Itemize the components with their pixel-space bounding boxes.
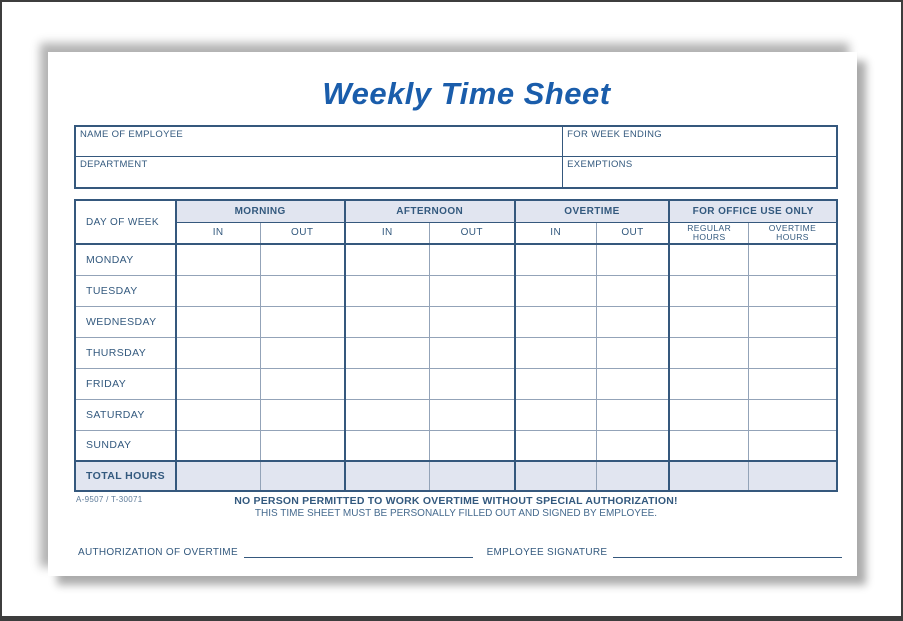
notice-line-1: NO PERSON PERMITTED TO WORK OVERTIME WITHOUT SPECIAL AUTHORIZATION!	[234, 495, 678, 507]
total-cell[interactable]	[345, 461, 430, 491]
table-row-wednesday	[75, 306, 837, 337]
total-cell[interactable]	[749, 461, 837, 491]
department-field[interactable]	[75, 156, 563, 188]
time-cell[interactable]	[596, 430, 669, 461]
time-cell[interactable]	[345, 430, 430, 461]
time-cell[interactable]	[345, 306, 430, 337]
time-cell[interactable]	[345, 244, 430, 275]
time-cell[interactable]	[429, 368, 514, 399]
time-cell[interactable]	[596, 244, 669, 275]
time-cell[interactable]	[345, 368, 430, 399]
time-cell[interactable]	[515, 368, 597, 399]
morning-out-header: OUT	[260, 222, 345, 244]
time-cell[interactable]	[176, 399, 261, 430]
time-cell[interactable]	[176, 244, 261, 275]
overtime-notice	[74, 495, 838, 519]
hours-cell[interactable]	[669, 275, 748, 306]
time-cell[interactable]	[176, 368, 261, 399]
timesheet-page	[48, 52, 857, 576]
time-cell[interactable]	[515, 399, 597, 430]
morning-header: MORNING	[176, 200, 345, 222]
total-hours-label: TOTAL HOURS	[75, 461, 176, 491]
for-week-ending-label: FOR WEEK ENDING	[567, 129, 662, 140]
notice-line-2: THIS TIME SHEET MUST BE PERSONALLY FILLED OUT AND SIGNED BY EMPLOYEE.	[254, 508, 658, 519]
time-cell[interactable]	[596, 306, 669, 337]
total-cell[interactable]	[429, 461, 514, 491]
time-cell[interactable]	[429, 399, 514, 430]
time-cell[interactable]	[260, 244, 345, 275]
employee-info-table	[74, 125, 838, 189]
time-grid-table	[74, 199, 838, 492]
time-cell[interactable]	[176, 430, 261, 461]
table-row-sunday	[75, 430, 837, 461]
employee-signature-line[interactable]	[613, 546, 842, 558]
total-cell[interactable]	[260, 461, 345, 491]
day-label: TUESDAY	[75, 275, 176, 306]
table-row-monday	[75, 244, 837, 275]
employee-signature-label: EMPLOYEE SIGNATURE	[486, 547, 608, 558]
hours-cell[interactable]	[669, 244, 748, 275]
exemptions-field[interactable]	[563, 156, 837, 188]
time-cell[interactable]	[260, 368, 345, 399]
day-label: WEDNESDAY	[75, 306, 176, 337]
table-row-saturday	[75, 399, 837, 430]
afternoon-in-header: IN	[345, 222, 430, 244]
regular-hours-header: REGULAR HOURS	[669, 222, 748, 244]
authorization-signature-line[interactable]	[244, 546, 473, 558]
morning-in-header: IN	[176, 222, 261, 244]
time-cell[interactable]	[260, 275, 345, 306]
total-cell[interactable]	[669, 461, 748, 491]
overtime-out-header: OUT	[596, 222, 669, 244]
time-cell[interactable]	[429, 275, 514, 306]
hours-cell[interactable]	[749, 275, 837, 306]
time-cell[interactable]	[260, 306, 345, 337]
day-of-week-header: DAY OF WEEK	[75, 200, 176, 244]
time-cell[interactable]	[596, 368, 669, 399]
hours-cell[interactable]	[749, 368, 837, 399]
time-cell[interactable]	[345, 399, 430, 430]
hours-cell[interactable]	[749, 337, 837, 368]
for-week-ending-field[interactable]	[563, 126, 837, 156]
hours-cell[interactable]	[749, 430, 837, 461]
hours-cell[interactable]	[669, 337, 748, 368]
day-label: FRIDAY	[75, 368, 176, 399]
total-cell[interactable]	[176, 461, 261, 491]
overtime-hours-header: OVERTIME HOURS	[749, 222, 837, 244]
hours-cell[interactable]	[669, 368, 748, 399]
department-label: DEPARTMENT	[80, 158, 148, 170]
time-cell[interactable]	[515, 275, 597, 306]
time-cell[interactable]	[429, 337, 514, 368]
time-cell[interactable]	[176, 306, 261, 337]
time-cell[interactable]	[596, 399, 669, 430]
time-cell[interactable]	[260, 430, 345, 461]
name-of-employee-label: NAME OF EMPLOYEE	[80, 129, 183, 140]
hours-cell[interactable]	[749, 306, 837, 337]
hours-cell[interactable]	[749, 399, 837, 430]
time-cell[interactable]	[345, 337, 430, 368]
day-label: MONDAY	[75, 244, 176, 275]
day-label: THURSDAY	[75, 337, 176, 368]
hours-cell[interactable]	[669, 306, 748, 337]
form-number: A-9507 / T-30071	[76, 495, 143, 504]
authorization-of-overtime-label: AUTHORIZATION OF OVERTIME	[78, 547, 238, 558]
time-cell[interactable]	[596, 337, 669, 368]
time-cell[interactable]	[515, 430, 597, 461]
total-cell[interactable]	[596, 461, 669, 491]
time-cell[interactable]	[515, 244, 597, 275]
time-cell[interactable]	[515, 337, 597, 368]
time-cell[interactable]	[515, 306, 597, 337]
hours-cell[interactable]	[669, 430, 748, 461]
time-cell[interactable]	[260, 399, 345, 430]
page-title: Weekly Time Sheet	[322, 76, 611, 111]
time-cell[interactable]	[596, 275, 669, 306]
table-row-total	[75, 461, 837, 491]
table-row-thursday	[75, 337, 837, 368]
total-cell[interactable]	[515, 461, 597, 491]
time-cell[interactable]	[176, 337, 261, 368]
time-cell[interactable]	[260, 337, 345, 368]
time-cell[interactable]	[176, 275, 261, 306]
name-of-employee-field[interactable]	[75, 126, 563, 156]
day-label: SATURDAY	[75, 399, 176, 430]
overtime-in-header: IN	[515, 222, 597, 244]
table-row-tuesday	[75, 275, 837, 306]
time-cell[interactable]	[429, 306, 514, 337]
exemptions-label: EXEMPTIONS	[567, 158, 633, 170]
time-cell[interactable]	[345, 275, 430, 306]
hours-cell[interactable]	[749, 244, 837, 275]
afternoon-header: AFTERNOON	[345, 200, 515, 222]
overtime-header: OVERTIME	[515, 200, 670, 222]
time-cell[interactable]	[429, 430, 514, 461]
afternoon-out-header: OUT	[429, 222, 514, 244]
table-row-friday	[75, 368, 837, 399]
office-use-header: FOR OFFICE USE ONLY	[669, 200, 837, 222]
signature-row	[78, 546, 842, 558]
hours-cell[interactable]	[669, 399, 748, 430]
footer-row	[74, 495, 838, 519]
time-cell[interactable]	[429, 244, 514, 275]
day-label: SUNDAY	[75, 430, 176, 461]
